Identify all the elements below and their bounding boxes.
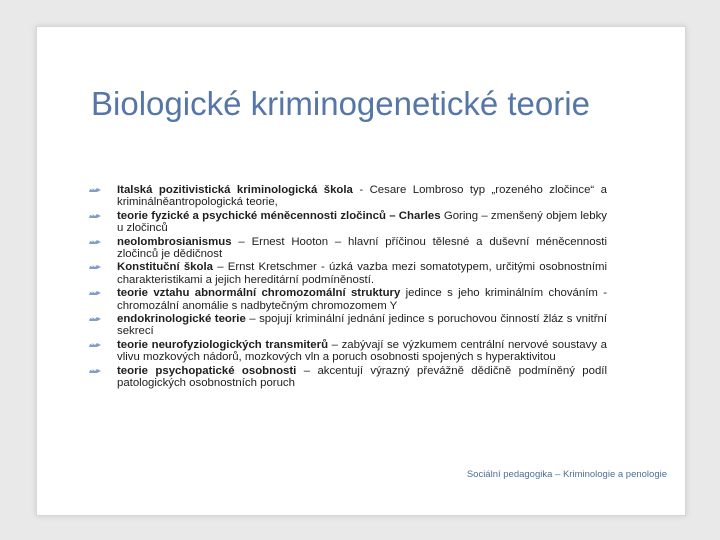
bullet-item <box>89 365 607 390</box>
feather-arrow-icon <box>89 186 102 194</box>
slide-footer: Sociální pedagogika – Kriminologie a penologie <box>466 469 667 480</box>
bullet-text: Goring – zmenšený objem lebky u zločinců <box>117 209 607 235</box>
bullet-text: jedince s jeho kriminálním chováním - chromozální anomálie s nadbytečným chromozomem Y <box>117 287 607 312</box>
bullet-term: teorie vztahu abnormální chromozomální struktury <box>117 287 401 300</box>
bullet-term: teorie fyzické a psychické méněcennosti zločinců – Charles <box>117 209 441 222</box>
bullet-term: teorie neurofyziologických transmiterů <box>117 338 329 351</box>
bullet-term: teorie psychopatické osobnosti <box>117 364 297 377</box>
feather-arrow-icon <box>89 367 102 375</box>
slide-title: Biologické kriminogenetické teorie <box>91 85 590 122</box>
bullet-text: – spojují kriminální jednání jedince s poruchovou činností žláz s vnitřní sekrecí <box>117 313 607 338</box>
feather-arrow-icon <box>89 315 102 323</box>
bullet-item <box>89 261 607 286</box>
bullet-text: – zabývají se výzkumem centrální nervové soustavy a vlivu mozkových nádorů, mozkových vln a poruch osobnosti spojených s hyperaktivitou <box>117 338 607 364</box>
bullet-term: Italská pozitivistická kriminologická škola <box>117 184 353 196</box>
bullet-text: - Cesare Lombroso typ „rozeného zločince“ a kriminálněantropologická teorie, <box>117 184 607 209</box>
bullet-item <box>89 339 607 364</box>
bullet-item <box>89 210 607 235</box>
feather-arrow-icon <box>89 212 102 220</box>
bullet-item <box>89 287 607 312</box>
bullet-item <box>89 236 607 261</box>
feather-arrow-icon <box>89 289 102 297</box>
feather-arrow-icon <box>89 263 102 271</box>
bullet-list <box>89 184 607 391</box>
bullet-text: – akcentují výrazný převážně dědičně podmíněný podíl patologických osobnostních poruch <box>117 364 608 390</box>
bullet-text: – Ernst Kretschmer - úzká vazba mezi somatotypem, určitými osobnostními charakteristikami a jejich hereditární podmíněností. <box>117 261 607 286</box>
bullet-term: endokrinologické teorie <box>117 313 246 326</box>
bullet-term: neolombrosianismus <box>117 235 232 248</box>
bullet-text: – Ernest Hooton – hlavní příčinou tělesné a duševní méněcennosti zločinců je dědičnost <box>117 235 607 261</box>
bullet-item <box>89 313 607 338</box>
feather-arrow-icon <box>89 238 102 246</box>
feather-arrow-icon <box>89 341 102 349</box>
slide <box>36 26 686 516</box>
bullet-item <box>89 184 607 209</box>
bullet-term: Konstituční škola <box>117 261 213 274</box>
